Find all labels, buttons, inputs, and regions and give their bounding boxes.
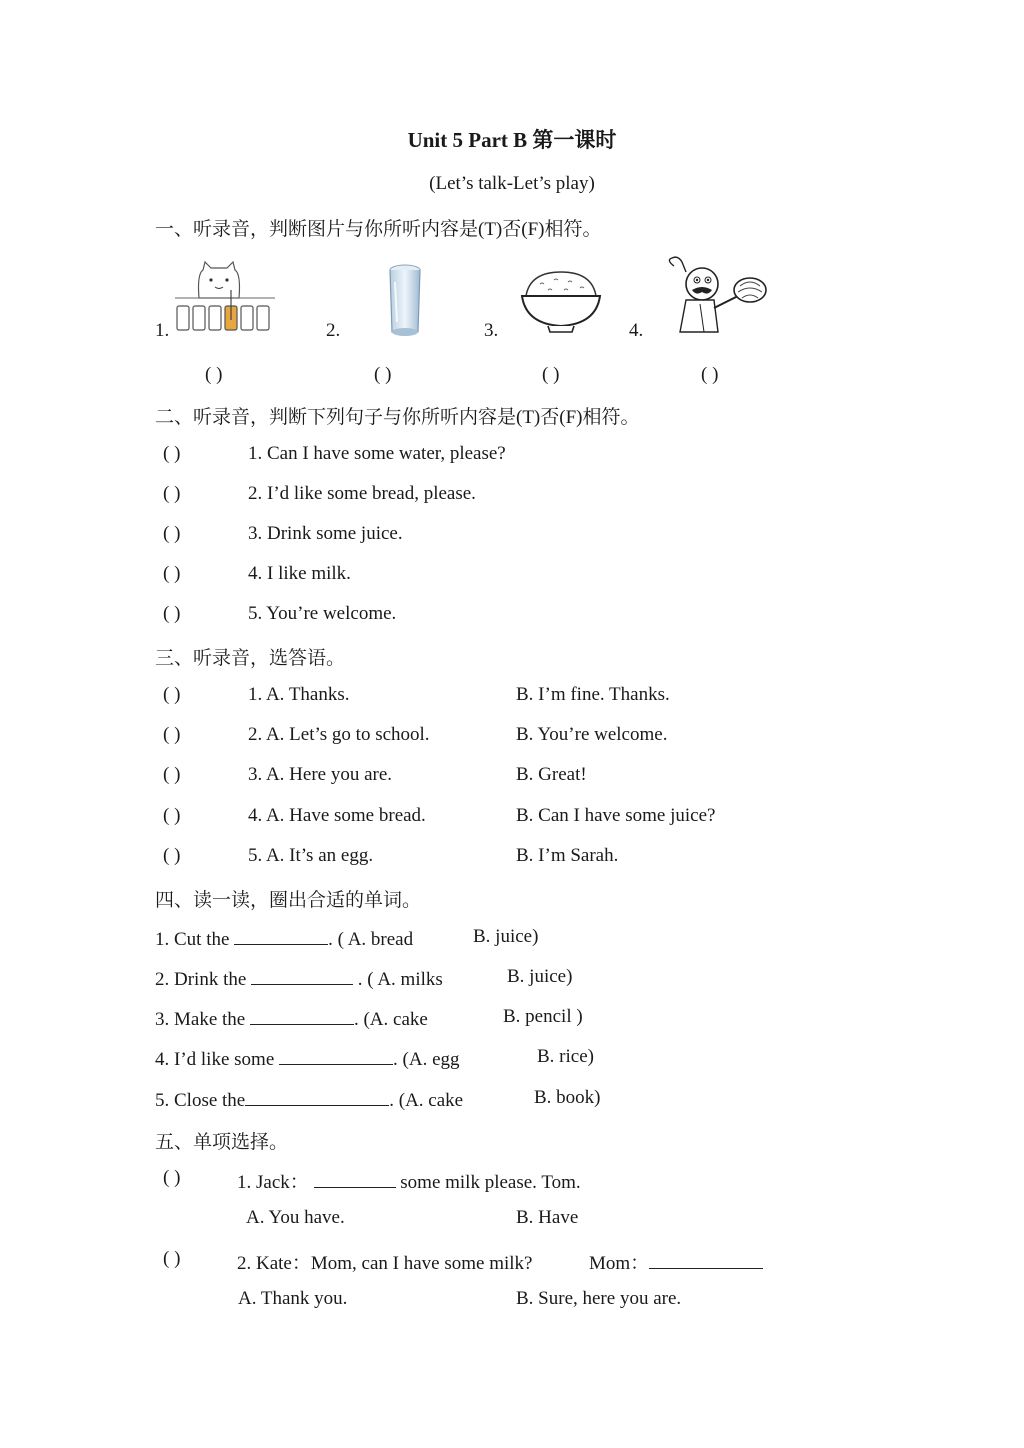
fill-question: [155, 1046, 460, 1071]
juice-icon: [175, 260, 275, 335]
option-a: . ( A. milks: [353, 969, 443, 990]
answer-paren[interactable]: ( ): [163, 805, 181, 826]
section-1-heading: 一、听录音，判断图片与你所听内容是(T)否(F)相符。: [155, 219, 602, 240]
answer-paren[interactable]: ( ): [542, 364, 560, 385]
fill-question: [155, 926, 413, 951]
option-a: . ( A. bread: [328, 929, 414, 950]
question-text: 1. Cut the: [155, 929, 230, 950]
question-text: 1. Jack：: [237, 1172, 309, 1193]
answer-paren[interactable]: ( ): [163, 724, 181, 745]
answer-blank[interactable]: [314, 1169, 396, 1188]
question-text: 4. I like milk.: [248, 563, 351, 584]
option-a: 2. A. Let’s go to school.: [248, 724, 430, 745]
option-b: B. Sure, here you are.: [516, 1288, 682, 1309]
question-text: Mom：: [589, 1253, 650, 1274]
answer-paren[interactable]: ( ): [163, 1167, 181, 1188]
answer-paren[interactable]: ( ): [163, 483, 181, 504]
option-a: A. Thank you.: [238, 1288, 348, 1309]
question-text: 2. Kate：Mom, can I have some milk?: [237, 1253, 533, 1274]
option-b: B. Have: [516, 1207, 579, 1228]
option-a: 3. A. Here you are.: [248, 764, 393, 785]
option-b: B. book): [534, 1087, 601, 1108]
worksheet-title: Unit 5 Part B 第一课时: [407, 128, 617, 152]
section-3-heading: 三、听录音，选答语。: [155, 648, 346, 669]
answer-paren[interactable]: ( ): [701, 364, 719, 385]
option-b: B. I’m Sarah.: [516, 845, 619, 866]
answer-paren[interactable]: ( ): [205, 364, 223, 385]
option-b: B. juice): [473, 926, 539, 947]
option-b: B. pencil ): [503, 1006, 583, 1027]
option-b: B. Can I have some juice?: [516, 805, 716, 826]
question-text: 2. I’d like some bread, please.: [248, 483, 476, 504]
section-5-heading: 五、单项选择。: [155, 1132, 289, 1153]
answer-blank[interactable]: [251, 966, 353, 985]
chef-bread-icon: [664, 256, 768, 336]
answer-blank[interactable]: [234, 926, 328, 945]
answer-paren[interactable]: ( ): [163, 845, 181, 866]
worksheet-subtitle: (Let’s talk-Let’s play): [429, 173, 595, 194]
picture-number: 1.: [155, 320, 170, 341]
choice-question: [237, 1167, 581, 1194]
answer-paren[interactable]: ( ): [163, 443, 181, 464]
option-a: A. You have.: [246, 1207, 345, 1228]
water-glass-icon: [384, 262, 426, 340]
answer-blank[interactable]: [245, 1087, 389, 1106]
option-a: . (A. egg: [393, 1049, 460, 1070]
fill-question: [155, 1006, 428, 1031]
answer-paren[interactable]: ( ): [163, 563, 181, 584]
answer-blank[interactable]: [649, 1250, 763, 1269]
picture-number: 4.: [629, 320, 644, 341]
answer-paren[interactable]: ( ): [163, 684, 181, 705]
option-b: B. rice): [537, 1046, 594, 1067]
section-4-heading: 四、读一读，圈出合适的单词。: [155, 890, 422, 911]
option-b: B. Great!: [516, 764, 587, 785]
answer-paren[interactable]: ( ): [163, 523, 181, 544]
answer-blank[interactable]: [279, 1046, 393, 1065]
picture-number: 2.: [326, 320, 341, 341]
answer-paren[interactable]: ( ): [163, 1248, 181, 1269]
section-2-heading: 二、听录音，判断下列句子与你所听内容是(T)否(F)相符。: [155, 407, 640, 428]
answer-paren[interactable]: ( ): [163, 764, 181, 785]
fill-question: [155, 966, 443, 991]
question-text: 4. I’d like some: [155, 1049, 275, 1070]
answer-paren[interactable]: ( ): [374, 364, 392, 385]
option-a: . (A. cake: [353, 1009, 428, 1030]
fill-question: [155, 1087, 463, 1112]
option-a: 1. A. Thanks.: [248, 684, 350, 705]
answer-blank[interactable]: [250, 1006, 354, 1025]
question-text: 2. Drink the: [155, 969, 247, 990]
picture-number: 3.: [484, 320, 499, 341]
option-b: B. juice): [507, 966, 573, 987]
question-text: 5. You’re welcome.: [248, 603, 397, 624]
question-text: 3. Drink some juice.: [248, 523, 403, 544]
option-a: . (A. cake: [389, 1090, 464, 1111]
question-text: some milk please. Tom.: [400, 1172, 581, 1193]
question-text: 1. Can I have some water, please?: [248, 443, 506, 464]
answer-paren[interactable]: ( ): [163, 603, 181, 624]
choice-question: [589, 1248, 763, 1275]
option-b: B. You’re welcome.: [516, 724, 668, 745]
option-b: B. I’m fine. Thanks.: [516, 684, 670, 705]
rice-bowl-icon: [520, 268, 602, 334]
question-text: 5. Close the: [155, 1090, 246, 1111]
question-text: 3. Make the: [155, 1009, 246, 1030]
option-a: 4. A. Have some bread.: [248, 805, 426, 826]
option-a: 5. A. It’s an egg.: [248, 845, 374, 866]
